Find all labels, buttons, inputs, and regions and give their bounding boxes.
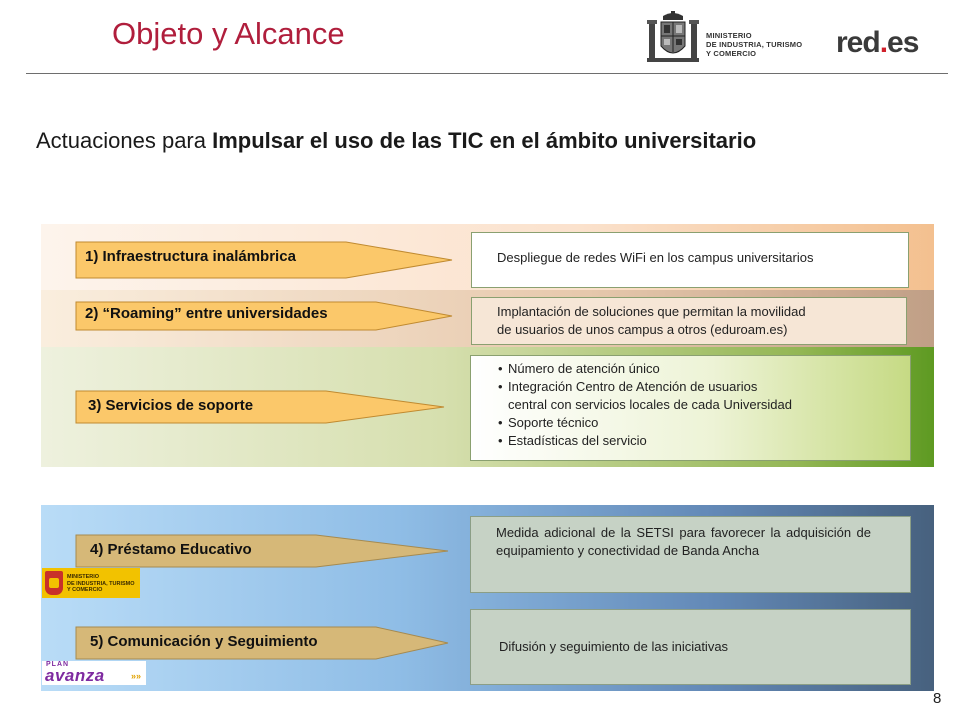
arrow-action-2 xyxy=(76,302,452,330)
page-number: 8 xyxy=(933,690,942,707)
action-4-description: Medida adicional de la SETSI para favorecer la adquisición de equipamiento y conectividad de Banda Ancha xyxy=(470,516,911,593)
header-divider xyxy=(26,73,948,74)
arrow-action-5 xyxy=(76,627,448,659)
action-1-description: Despliegue de redes WiFi en los campus universitarios xyxy=(471,232,909,288)
action-5-label: 5) Comunicación y Seguimiento xyxy=(90,633,318,650)
arrow-action-1 xyxy=(76,242,452,278)
plan-avanza-logo: PLAN avanza »» xyxy=(42,661,146,685)
action-2-description: Implantación de soluciones que permitan la movilidad de usuarios de unos campus a otros (eduroam.es) xyxy=(471,297,907,345)
ministry-logo-small: MINISTERIO DE INDUSTRIA, TURISMO Y COMERCIO xyxy=(42,568,140,598)
action-2-label: 2) “Roaming” entre universidades xyxy=(85,305,328,322)
action-3-label: 3) Servicios de soporte xyxy=(88,397,254,414)
slide-subtitle: Actuaciones para Impulsar el uso de las TIC en el ámbito universitario xyxy=(36,128,757,153)
action-5-description: Difusión y seguimiento de las iniciativas xyxy=(470,609,911,685)
page-title: Objeto y Alcance xyxy=(112,16,345,51)
list-item: • Número de atención único xyxy=(498,361,660,376)
action-3-description xyxy=(470,355,911,461)
arrow-action-4 xyxy=(76,535,448,567)
action-4-label: 4) Préstamo Educativo xyxy=(90,541,252,558)
coat-of-arms-icon xyxy=(645,10,701,66)
arrow-action-3 xyxy=(76,391,444,423)
ministry-name: MINISTERIO DE INDUSTRIA, TURISMO Y COMERCIO xyxy=(706,31,803,58)
list-item-continuation: central con servicios locales de cada Universidad xyxy=(508,397,792,412)
support-services-list xyxy=(498,360,792,450)
reds-logo: red.es xyxy=(836,26,919,59)
coat-of-arms-icon xyxy=(45,571,63,595)
list-item: • Estadísticas del servicio xyxy=(498,433,647,448)
list-item: • Integración Centro de Atención de usuarios xyxy=(498,379,758,394)
list-item: • Soporte técnico xyxy=(498,415,599,430)
action-1-label: 1) Infraestructura inalámbrica xyxy=(85,248,296,265)
